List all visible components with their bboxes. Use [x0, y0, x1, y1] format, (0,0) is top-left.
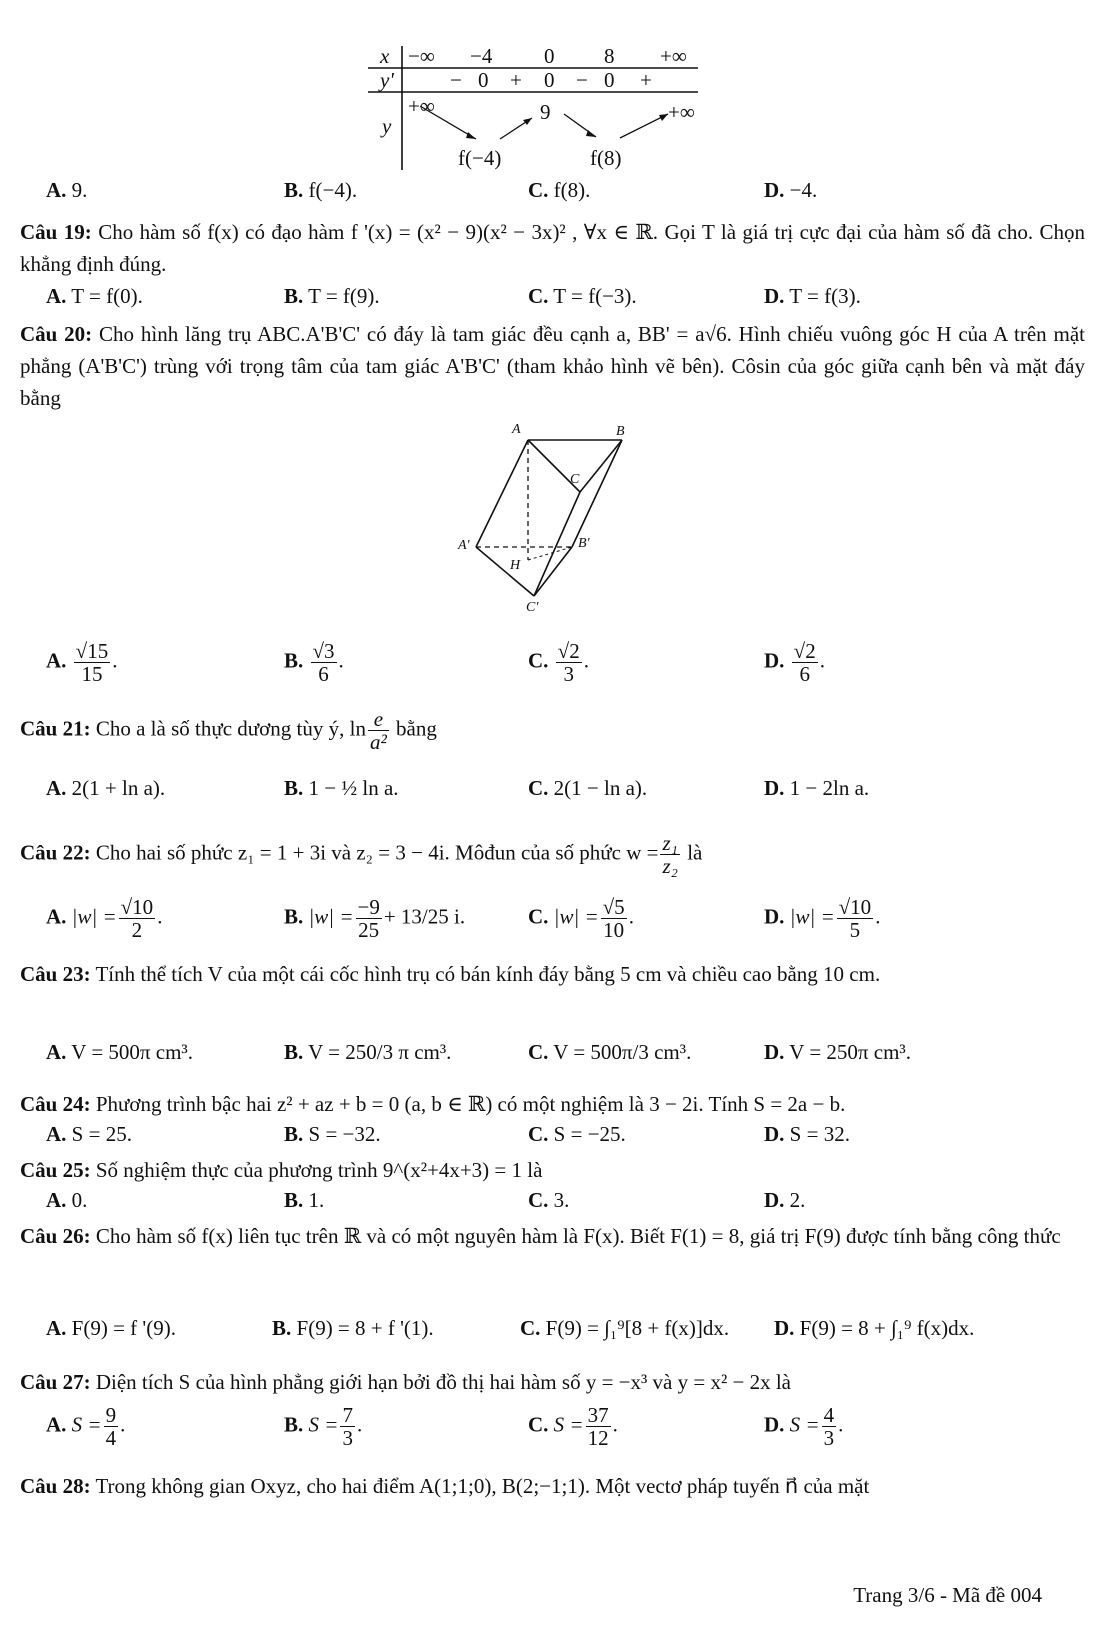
q21-option-d[interactable]: [764, 776, 869, 801]
question-24: [20, 1088, 1085, 1120]
q18-option-b-letter: B.: [284, 178, 304, 202]
q22-option-c-letter: C.: [528, 904, 549, 929]
q26-option-c-letter: C.: [520, 1316, 541, 1340]
fig-label-a: A: [512, 422, 521, 437]
q23-option-c-letter: C.: [528, 1040, 549, 1064]
q23-options: [46, 1040, 1086, 1080]
q23-option-d-text: V = 250π cm³.: [789, 1040, 911, 1064]
q22-option-a-fraction: [119, 896, 156, 941]
vt-yp-0: −: [450, 68, 462, 92]
q20-option-d-den: 6: [799, 662, 810, 687]
q23-option-b-text: V = 250/3 π cm³.: [308, 1040, 452, 1064]
q23-text: Tính thể tích V của một cái cốc hình trụ có bán kính đáy bằng 5 cm và chiều cao bằng 10 cm.: [95, 962, 881, 986]
q19-option-b-text: T = f(9).: [308, 284, 380, 308]
q20-option-a-fraction: [74, 640, 111, 685]
vt-y-min2: f(8): [590, 146, 622, 170]
q22-options: [46, 896, 1086, 956]
q23-option-b[interactable]: [284, 1040, 451, 1065]
q22-option-b[interactable]: [284, 896, 465, 941]
q22-option-a-num: √10: [120, 895, 154, 919]
q22-frac-num: z₁: [662, 831, 678, 855]
vt-yp-1: 0: [478, 68, 489, 92]
question-22: [20, 832, 1085, 877]
q27-option-d-den: 3: [823, 1426, 835, 1451]
q26-option-d[interactable]: [774, 1316, 974, 1341]
q19-option-c[interactable]: [528, 284, 637, 309]
q27-option-c-letter: C.: [528, 1412, 549, 1437]
q18-option-a-text: 9.: [71, 178, 88, 202]
vt-x-0: −∞: [408, 44, 435, 68]
q22-option-d-num: √10: [838, 895, 872, 919]
q27-option-c-fraction: [586, 1404, 611, 1449]
question-27: [20, 1366, 1085, 1398]
q26-option-b-text: F(9) = 8 + f '(1).: [296, 1316, 434, 1340]
q20-text: Cho hình lăng trụ ABC.A'B'C' có đáy là tam giác đều cạnh a, BB' = a√6. Hình chiếu vuông góc H của A trên mặt phẳng (A'B'C') trùng với trọng tâm của tam giác A'B'C' (tham khảo hình vẽ bên). Côsin của góc giữa cạnh bên và mặt đáy bằng: [20, 322, 1086, 410]
q18-option-d-text: −4.: [789, 178, 818, 202]
q25-option-a-text: 0.: [71, 1188, 88, 1212]
question-28: [20, 1470, 1085, 1502]
q19-option-d-letter: D.: [764, 284, 785, 308]
question-25: [20, 1154, 1085, 1186]
q19-option-d-text: T = f(3).: [789, 284, 861, 308]
q18-option-d-letter: D.: [764, 178, 785, 202]
q22-option-a-letter: A.: [46, 904, 67, 929]
q19-option-c-text: T = f(−3).: [553, 284, 637, 308]
q26-option-d-text: F(9) = 8 + ∫₁⁹ f(x)dx.: [799, 1316, 975, 1340]
q22-option-a-den: 2: [131, 918, 143, 943]
q23-option-a-text: V = 500π cm³.: [71, 1040, 193, 1064]
q22-option-c-num: √5: [602, 895, 625, 919]
q27-option-c-num: 37: [587, 1403, 609, 1427]
q24-option-d-text: S = 32.: [789, 1122, 850, 1146]
q23-option-a[interactable]: [46, 1040, 193, 1065]
question-21: [20, 708, 1085, 753]
q22-option-d-den: 5: [849, 918, 861, 943]
q22-option-b-lhs: |w| =: [308, 904, 354, 929]
q20-option-d-num: √2: [793, 639, 816, 663]
question-19: [20, 216, 1085, 280]
vt-yp-5: 0: [604, 68, 615, 92]
q24-option-b[interactable]: [284, 1122, 381, 1147]
q23-option-b-letter: B.: [284, 1040, 304, 1064]
vt-yp-label: y': [380, 68, 394, 92]
q21-option-a-text: 2(1 + ln a).: [71, 776, 166, 800]
q22-option-a-tail: .: [157, 904, 163, 929]
q25-option-d-letter: D.: [764, 1188, 785, 1212]
question-26: [20, 1220, 1085, 1252]
q22-option-c-fraction: [601, 896, 627, 941]
q21-option-b[interactable]: [284, 776, 399, 801]
q19-option-d[interactable]: [764, 284, 861, 309]
q22-option-a[interactable]: [46, 896, 162, 941]
q27-option-b-letter: B.: [284, 1412, 304, 1437]
vt-y-label: y: [382, 114, 392, 138]
vt-yp-2: +: [510, 68, 522, 92]
q18-option-b[interactable]: [284, 178, 357, 203]
q28-label: Câu 28:: [20, 1474, 91, 1498]
q26-option-b[interactable]: [272, 1316, 434, 1341]
q22-option-b-letter: B.: [284, 904, 304, 929]
q27-option-b[interactable]: B. S = $\frac{7}{3}$ .: [284, 1403, 363, 1451]
q21-label: Câu 21:: [20, 716, 91, 741]
q25-option-c-letter: C.: [528, 1188, 549, 1212]
q24-option-b-letter: B.: [284, 1122, 304, 1146]
q22-option-d-lhs: |w| =: [789, 904, 835, 929]
q18-option-c-letter: C.: [528, 178, 549, 202]
q25-option-a-letter: A.: [46, 1188, 67, 1212]
q20-options: [46, 640, 1086, 702]
vt-yp-6: +: [640, 68, 652, 92]
vt-yp-4: −: [576, 68, 588, 92]
q21-option-a[interactable]: [46, 776, 165, 801]
q19-option-a[interactable]: [46, 284, 143, 309]
q22-option-c[interactable]: [528, 896, 634, 941]
vt-x-label: x: [380, 44, 390, 68]
q27-option-b-den: 3: [342, 1426, 353, 1451]
q23-label: Câu 23:: [20, 962, 91, 986]
vt-x-3: 8: [604, 44, 615, 68]
q21-option-d-letter: D.: [764, 776, 785, 800]
q23-option-a-letter: A.: [46, 1040, 67, 1064]
q21-post: bằng: [396, 716, 437, 741]
vt-y-mid: 9: [540, 100, 551, 124]
q24-option-c-text: S = −25.: [553, 1122, 626, 1146]
q21-option-a-letter: A.: [46, 776, 67, 800]
q18-option-c-text: f(8).: [553, 178, 591, 202]
q25-option-b-letter: B.: [284, 1188, 304, 1212]
q22-label: Câu 22:: [20, 840, 91, 865]
q27-option-d-letter: D.: [764, 1412, 785, 1437]
q21-option-c-letter: C.: [528, 776, 549, 800]
q24-option-c-letter: C.: [528, 1122, 549, 1146]
q26-option-a-letter: A.: [46, 1316, 67, 1340]
q24-option-d[interactable]: [764, 1122, 850, 1147]
q20-option-b-num: √3: [312, 639, 335, 663]
fig-label-c: C: [570, 472, 580, 487]
q24-option-d-letter: D.: [764, 1122, 785, 1146]
q27-label: Câu 27:: [20, 1370, 91, 1394]
q27-option-d-fraction: [822, 1404, 837, 1449]
q25-option-b-text: 1.: [308, 1188, 325, 1212]
q26-option-a-text: F(9) = f '(9).: [71, 1316, 176, 1340]
q18-option-a[interactable]: [46, 178, 87, 203]
q21-fraction: [368, 708, 389, 753]
vt-y-min1: f(−4): [458, 146, 502, 170]
q19-text: Cho hàm số f(x) có đạo hàm f '(x) = (x² − 9)(x² − 3x)² , ∀x ∈ ℝ. Gọi T là giá trị cực đại của hàm số đã cho. Chọn khẳng định đúng.: [20, 220, 1086, 276]
q20-label: Câu 20:: [20, 322, 93, 346]
q27-option-b-num: 7: [342, 1403, 353, 1427]
q27-option-d-num: 4: [823, 1403, 835, 1427]
q21-frac-num: e: [368, 708, 389, 731]
q25-text: Số nghiệm thực của phương trình 9^(x²+4x+3) = 1 là: [95, 1158, 543, 1182]
q20-option-a-num: √15: [75, 639, 109, 663]
q26-option-c[interactable]: [520, 1316, 729, 1341]
q18-option-c[interactable]: [528, 178, 590, 203]
q22-option-d[interactable]: [764, 896, 880, 941]
q20-option-c-letter: C.: [528, 648, 549, 673]
fig-label-b-prime: B': [578, 536, 590, 551]
q22-option-d-fraction: [837, 896, 874, 941]
vt-yp-3: 0: [544, 68, 555, 92]
q21-option-c-text: 2(1 − ln a).: [553, 776, 648, 800]
q27-option-c[interactable]: C. S = $\frac{37}{12}$ .: [528, 1403, 618, 1451]
q20-option-c-fraction: [556, 640, 582, 685]
q27-option-c-den: 12: [587, 1426, 609, 1451]
q22-option-d-letter: D.: [764, 904, 785, 929]
q23-option-d-letter: D.: [764, 1040, 785, 1064]
q25-option-d-text: 2.: [789, 1188, 806, 1212]
q27-option-a-den: 4: [105, 1426, 117, 1451]
q25-option-a[interactable]: [46, 1188, 87, 1213]
q20-option-a[interactable]: A. $\frac{√15}{15}$ .: [46, 639, 118, 687]
q22-option-b-tail: + 13/25 i.: [383, 904, 466, 929]
q22-option-c-tail: .: [628, 904, 634, 929]
prism-diagram: [440, 420, 660, 620]
q26-text: Cho hàm số f(x) liên tục trên ℝ và có một nguyên hàm là F(x). Biết F(1) = 8, giá trị F(9) được tính bằng công thức: [95, 1224, 1061, 1248]
q26-label: Câu 26:: [20, 1224, 91, 1248]
q22-option-d-tail: .: [875, 904, 881, 929]
q20-option-c-num: √2: [557, 639, 580, 663]
q20-option-c[interactable]: C. $\frac{√2}{3}$ .: [528, 639, 589, 687]
q20-option-b-fraction: [311, 640, 337, 685]
vt-y-right: +∞: [668, 100, 695, 124]
q20-option-d-letter: D.: [764, 648, 785, 673]
q26-option-b-letter: B.: [272, 1316, 292, 1340]
q21-pre: Cho a là số thực dương tùy ý, ln: [95, 716, 366, 741]
q22-option-a-lhs: |w| =: [71, 904, 117, 929]
fig-label-c-prime: C': [526, 600, 539, 615]
q21-option-b-letter: B.: [284, 776, 304, 800]
q19-option-b-letter: B.: [284, 284, 304, 308]
q26-options: [46, 1316, 1086, 1356]
vt-x-2: 0: [544, 44, 555, 68]
q23-option-d[interactable]: [764, 1040, 911, 1065]
q24-option-a-text: S = 25.: [71, 1122, 132, 1146]
page-footer: Trang 3/6 - Mã đề 004: [853, 1583, 1042, 1607]
vt-y-left: +∞: [408, 94, 435, 118]
q22-pre: Cho hai số phức z₁ = 1 + 3i và z₂ = 3 − 4i. Môđun của số phức w =: [95, 840, 659, 865]
q19-option-a-letter: A.: [46, 284, 67, 308]
q20-option-a-letter: A.: [46, 648, 67, 673]
q19-option-a-text: T = f(0).: [71, 284, 143, 308]
q20-option-b-den: 6: [318, 662, 329, 687]
q21-option-b-text: 1 − ½ ln a.: [308, 776, 399, 800]
q27-option-a[interactable]: A. S = $\frac{9}{4}$ .: [46, 1403, 126, 1451]
vt-x-1: −4: [470, 44, 493, 68]
q18-option-d[interactable]: [764, 178, 817, 203]
q24-option-b-text: S = −32.: [308, 1122, 381, 1146]
q22-frac-den: z₂: [662, 854, 678, 879]
q19-option-c-letter: C.: [528, 284, 549, 308]
q22-fraction: [660, 832, 679, 877]
q25-option-c-text: 3.: [553, 1188, 570, 1212]
q26-option-c-text: F(9) = ∫₁⁹[8 + f(x)]dx.: [545, 1316, 730, 1340]
fig-label-b: B: [616, 424, 625, 439]
q21-option-d-text: 1 − 2ln a.: [789, 776, 870, 800]
q21-frac-den: a²: [369, 730, 387, 755]
q22-option-b-den: 25: [358, 918, 380, 943]
q27-option-a-fraction: [104, 1404, 119, 1449]
q24-text: Phương trình bậc hai z² + az + b = 0 (a, b ∈ ℝ) có một nghiệm là 3 − 2i. Tính S = 2a − b.: [95, 1092, 846, 1116]
q20-option-d[interactable]: D. $\frac{√2}{6}$ .: [764, 639, 825, 687]
prism-figure: [440, 420, 660, 620]
q25-option-d[interactable]: [764, 1188, 805, 1213]
fig-label-h: H: [510, 558, 521, 573]
q19-label: Câu 19:: [20, 220, 92, 244]
q27-options: [46, 1404, 1086, 1464]
q22-option-b-num: −9: [357, 895, 380, 919]
q24-option-a[interactable]: [46, 1122, 132, 1147]
q25-label: Câu 25:: [20, 1158, 91, 1182]
q22-option-c-den: 10: [603, 918, 625, 943]
q20-option-c-den: 3: [563, 662, 574, 687]
q26-option-a[interactable]: [46, 1316, 176, 1341]
q23-option-c[interactable]: [528, 1040, 691, 1065]
q28-text: Trong không gian Oxyz, cho hai điểm A(1;1;0), B(2;−1;1). Một vectơ pháp tuyến n⃗ của mặt: [95, 1474, 870, 1498]
q25-option-c[interactable]: [528, 1188, 569, 1213]
q27-option-a-num: 9: [105, 1403, 117, 1427]
q18-options: [46, 178, 1086, 218]
q24-label: Câu 24:: [20, 1092, 91, 1116]
q21-option-c[interactable]: [528, 776, 647, 801]
q18-option-b-text: f(−4).: [308, 178, 358, 202]
q27-option-b-fraction: [340, 1404, 355, 1449]
q22-post: là: [687, 840, 703, 865]
q27-option-a-letter: A.: [46, 1412, 67, 1437]
fig-label-a-prime: A': [458, 538, 470, 553]
q22-option-b-fraction: [356, 896, 382, 941]
q21-options: [46, 776, 1086, 816]
q27-option-d[interactable]: D. S = $\frac{4}{3}$ .: [764, 1403, 844, 1451]
q20-option-b[interactable]: B. $\frac{√3}{6}$ .: [284, 639, 344, 687]
q19-option-b[interactable]: [284, 284, 380, 309]
vt-x-4: +∞: [660, 44, 687, 68]
question-23: [20, 958, 1085, 990]
q20-option-d-fraction: [792, 640, 818, 685]
question-20: [20, 318, 1085, 414]
q27-text: Diện tích S của hình phẳng giới hạn bởi đồ thị hai hàm số y = −x³ và y = x² − 2x là: [95, 1370, 792, 1394]
q26-option-d-letter: D.: [774, 1316, 795, 1340]
variation-table: [368, 44, 703, 174]
q18-option-a-letter: A.: [46, 178, 67, 202]
q20-option-b-letter: B.: [284, 648, 304, 673]
q20-option-a-den: 15: [81, 662, 103, 687]
q25-option-b[interactable]: [284, 1188, 324, 1213]
q24-option-c[interactable]: [528, 1122, 626, 1147]
q22-option-c-lhs: |w| =: [553, 904, 599, 929]
q24-option-a-letter: A.: [46, 1122, 67, 1146]
q23-option-c-text: V = 500π/3 cm³.: [553, 1040, 692, 1064]
